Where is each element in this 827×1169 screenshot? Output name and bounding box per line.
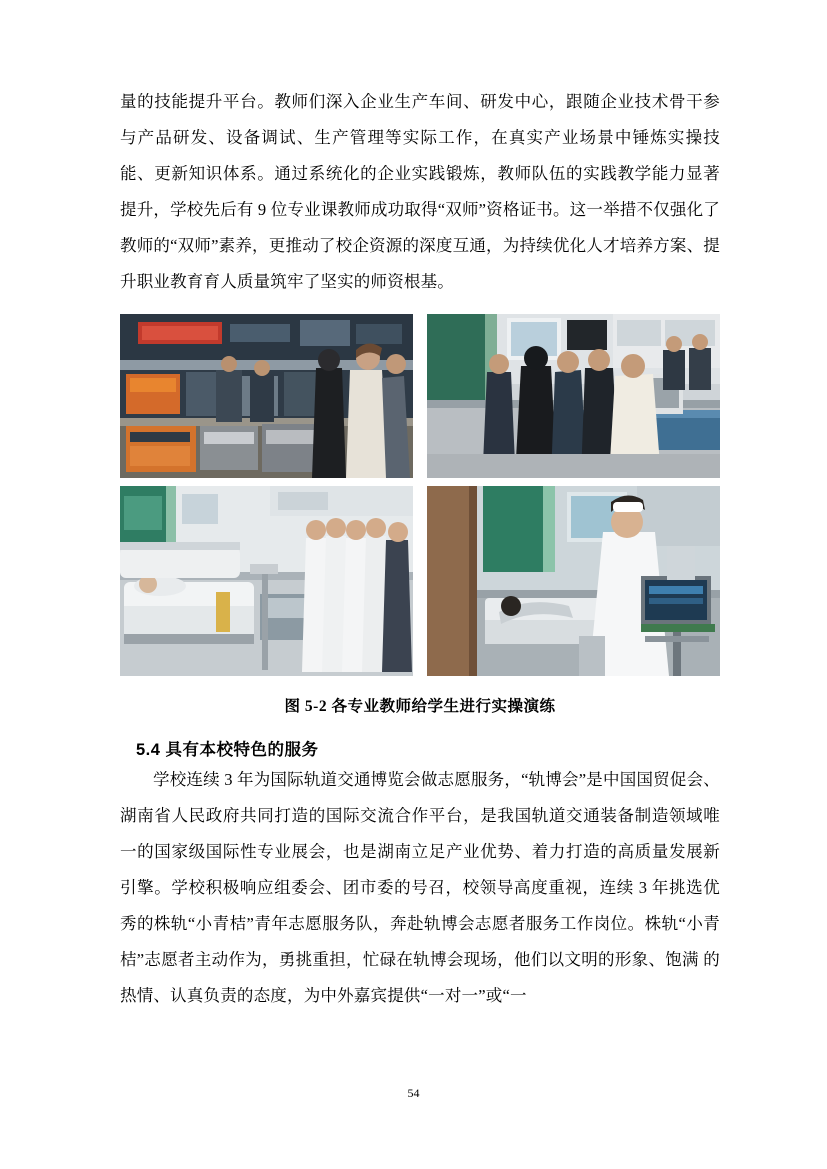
page-number: 54 <box>407 1086 420 1100</box>
photo-workshop-training <box>120 314 413 478</box>
paragraph-2: 学校连续 3 年为国际轨道交通博览会做志愿服务，“轨博会”是中国国贸促会、湖南省人民政府共同打造的国际交流合作平台，是我国轨道交通装备制造领域唯一的国家级国际性专业展会，也是湖南立足产业优势、着力打造的高质量发展新引擎。学校积极响应组委会、团市委的号召，校领导高度重视，连续 3 年挑选优秀的株轨“小青桔”青年志愿服务队，奔赴轨博会志愿者服务工作岗位。株轨“小青桔”志愿者主动作为，勇挑重担，忙碌在轨博会现场，他们以文明的形象、饱满 的热情、认真负责的态度，为中外嘉宾提供“一对一”或“一 <box>120 770 720 1005</box>
section-heading: 5.4 具有本校特色的服务 <box>136 741 319 759</box>
page-content <box>120 84 720 1014</box>
figure-image-grid <box>120 314 720 676</box>
paragraph-1: 量的技能提升平台。教师们深入企业生产车间、研发中心，跟随企业技术骨干参与产品研发、设备调试、生产管理等实际工作，在真实产业场景中锤炼实操技能、更新知识体系。通过系统化的企业实践锻炼，教师队伍的实践教学能力显著提升，学校先后有 9 位专业课教师成功取得“双师”资格证书。这一举措不仅强化了教师的“双师”素养，更推动了校企资源的深度互通，为持续优化人才培养方案、提升职业教育育人质量筑牢了坚实的师资根基。 <box>120 92 720 291</box>
photo-equipment-debugging <box>427 314 720 478</box>
figure-caption: 图 5-2 各专业教师给学生进行实操演练 <box>284 698 556 715</box>
photo-nursing-ward-demo <box>120 486 413 676</box>
photo-monitoring-operation <box>427 486 720 676</box>
